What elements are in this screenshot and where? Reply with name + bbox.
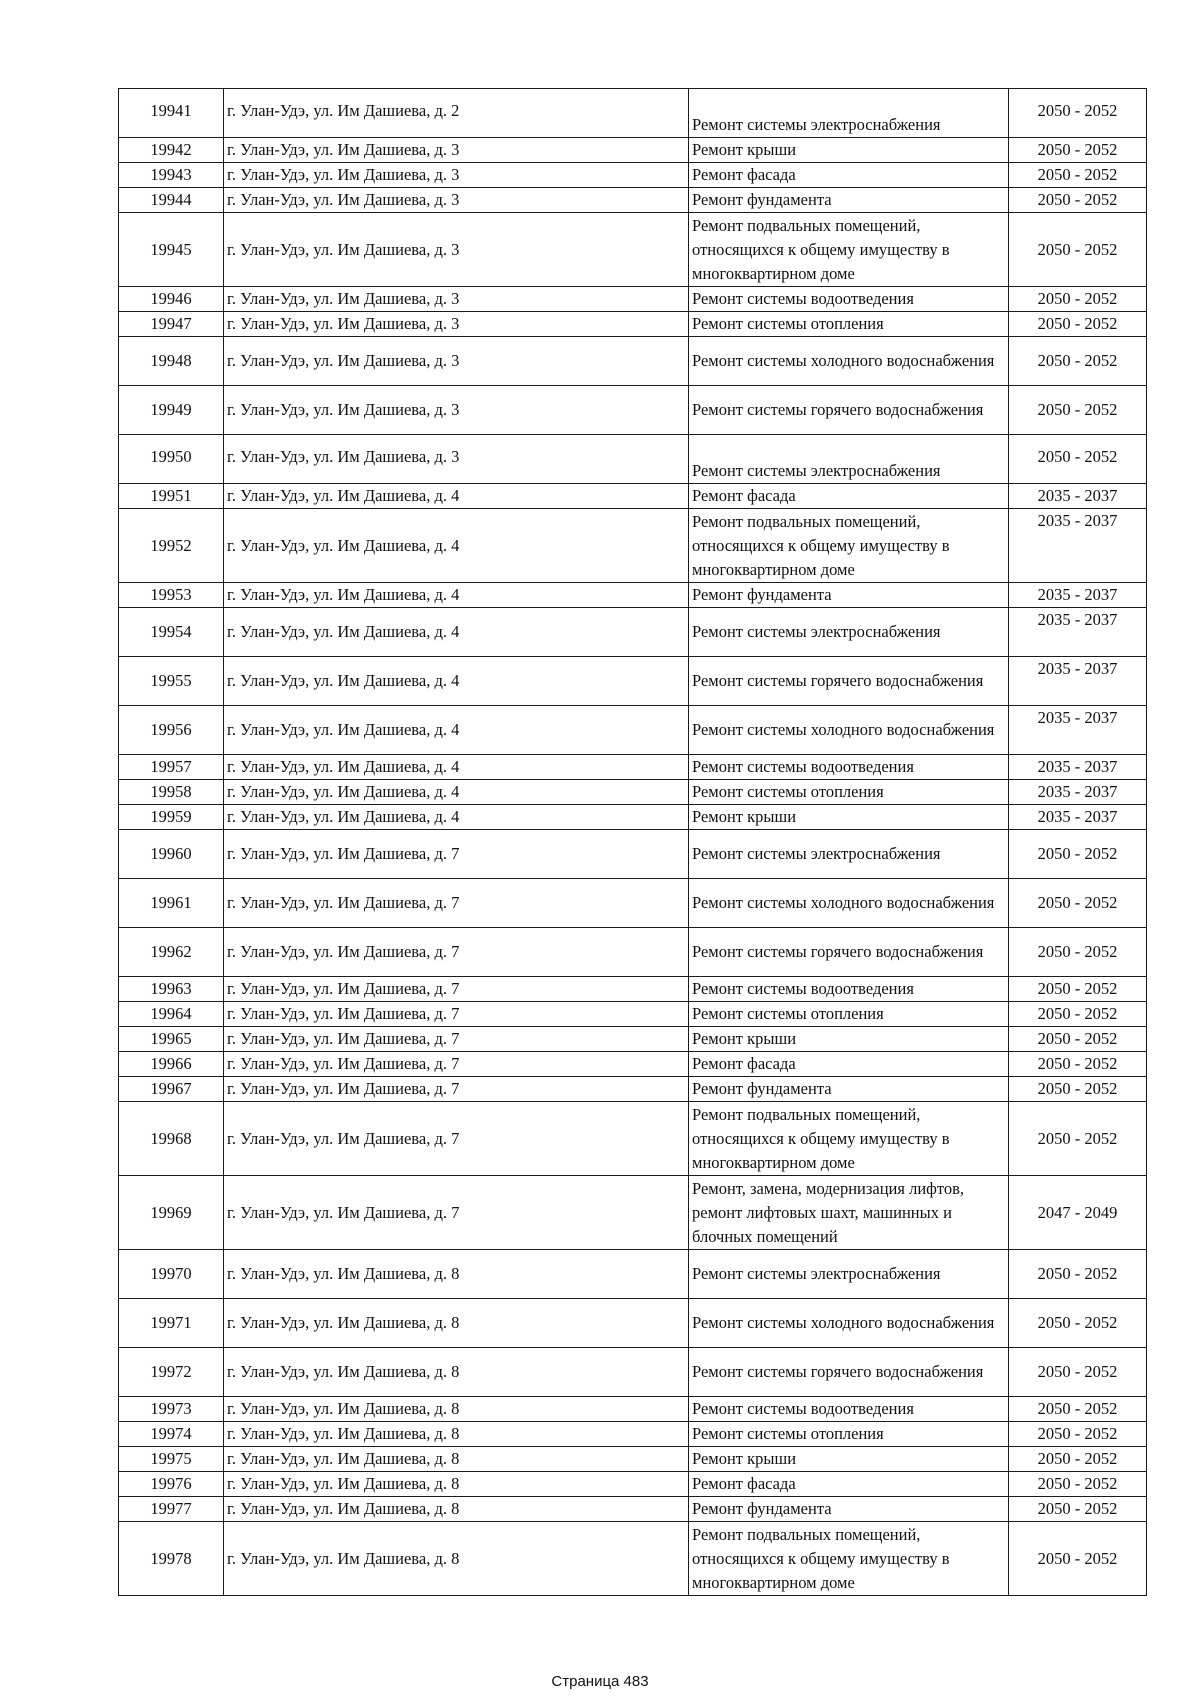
row-work-type: Ремонт системы электроснабжения	[689, 830, 1009, 879]
row-number: 19950	[119, 435, 224, 484]
row-number: 19951	[119, 484, 224, 509]
row-number: 19948	[119, 337, 224, 386]
row-period: 2050 - 2052	[1009, 1102, 1147, 1176]
row-work-type: Ремонт системы отопления	[689, 780, 1009, 805]
row-number: 19958	[119, 780, 224, 805]
table-row	[119, 1472, 1147, 1497]
table-row	[119, 928, 1147, 977]
row-number: 19964	[119, 1002, 224, 1027]
row-address: г. Улан-Удэ, ул. Им Дашиева, д. 2	[224, 89, 689, 138]
table-row	[119, 1422, 1147, 1447]
table-row	[119, 1348, 1147, 1397]
row-period: 2050 - 2052	[1009, 1522, 1147, 1596]
row-number: 19952	[119, 509, 224, 583]
row-period: 2050 - 2052	[1009, 1002, 1147, 1027]
row-number: 19967	[119, 1077, 224, 1102]
row-number: 19962	[119, 928, 224, 977]
row-work-type: Ремонт системы горячего водоснабжения	[689, 928, 1009, 977]
row-period: 2050 - 2052	[1009, 1397, 1147, 1422]
row-work-type: Ремонт системы электроснабжения	[689, 608, 1009, 657]
table-row	[119, 1522, 1147, 1596]
row-address: г. Улан-Удэ, ул. Им Дашиева, д. 8	[224, 1447, 689, 1472]
row-period: 2035 - 2037	[1009, 780, 1147, 805]
table-row	[119, 213, 1147, 287]
row-number: 19974	[119, 1422, 224, 1447]
row-work-type: Ремонт системы горячего водоснабжения	[689, 657, 1009, 706]
table-row	[119, 163, 1147, 188]
row-address: г. Улан-Удэ, ул. Им Дашиева, д. 7	[224, 1176, 689, 1250]
row-period: 2035 - 2037	[1009, 657, 1147, 706]
row-period: 2035 - 2037	[1009, 755, 1147, 780]
row-number: 19960	[119, 830, 224, 879]
table-row	[119, 386, 1147, 435]
row-work-type: Ремонт системы холодного водоснабжения	[689, 706, 1009, 755]
table-row	[119, 287, 1147, 312]
row-period: 2050 - 2052	[1009, 1299, 1147, 1348]
row-address: г. Улан-Удэ, ул. Им Дашиева, д. 7	[224, 879, 689, 928]
row-period: 2050 - 2052	[1009, 1077, 1147, 1102]
row-work-type: Ремонт фасада	[689, 1052, 1009, 1077]
table-row	[119, 1077, 1147, 1102]
row-period: 2050 - 2052	[1009, 1052, 1147, 1077]
row-number: 19975	[119, 1447, 224, 1472]
row-period: 2050 - 2052	[1009, 163, 1147, 188]
table-row	[119, 1176, 1147, 1250]
row-period: 2050 - 2052	[1009, 386, 1147, 435]
row-address: г. Улан-Удэ, ул. Им Дашиева, д. 7	[224, 1027, 689, 1052]
table-row	[119, 1102, 1147, 1176]
table-row	[119, 1299, 1147, 1348]
table-row	[119, 1250, 1147, 1299]
row-address: г. Улан-Удэ, ул. Им Дашиева, д. 4	[224, 755, 689, 780]
row-address: г. Улан-Удэ, ул. Им Дашиева, д. 3	[224, 188, 689, 213]
row-period: 2050 - 2052	[1009, 213, 1147, 287]
row-number: 19956	[119, 706, 224, 755]
row-work-type: Ремонт подвальных помещений, относящихся к общему имуществу в многоквартирном доме	[689, 1102, 1009, 1176]
row-period: 2035 - 2037	[1009, 805, 1147, 830]
row-number: 19941	[119, 89, 224, 138]
row-address: г. Улан-Удэ, ул. Им Дашиева, д. 8	[224, 1397, 689, 1422]
row-period: 2035 - 2037	[1009, 509, 1147, 583]
row-address: г. Улан-Удэ, ул. Им Дашиева, д. 8	[224, 1299, 689, 1348]
page-number: Страница 483	[551, 1673, 649, 1690]
row-work-type: Ремонт системы отопления	[689, 1422, 1009, 1447]
row-address: г. Улан-Удэ, ул. Им Дашиева, д. 3	[224, 386, 689, 435]
row-work-type: Ремонт крыши	[689, 805, 1009, 830]
row-work-type: Ремонт подвальных помещений, относящихся к общему имуществу в многоквартирном доме	[689, 213, 1009, 287]
table-row	[119, 608, 1147, 657]
row-work-type: Ремонт системы горячего водоснабжения	[689, 386, 1009, 435]
row-number: 19953	[119, 583, 224, 608]
table-row	[119, 977, 1147, 1002]
row-work-type: Ремонт системы водоотведения	[689, 977, 1009, 1002]
table-row	[119, 1397, 1147, 1422]
row-work-type: Ремонт системы водоотведения	[689, 287, 1009, 312]
table-row	[119, 337, 1147, 386]
row-period: 2050 - 2052	[1009, 1447, 1147, 1472]
table-row	[119, 188, 1147, 213]
table-row	[119, 1002, 1147, 1027]
row-work-type: Ремонт системы холодного водоснабжения	[689, 1299, 1009, 1348]
row-work-type: Ремонт фасада	[689, 1472, 1009, 1497]
row-period: 2050 - 2052	[1009, 1422, 1147, 1447]
row-work-type: Ремонт подвальных помещений, относящихся к общему имуществу в многоквартирном доме	[689, 509, 1009, 583]
row-address: г. Улан-Удэ, ул. Им Дашиева, д. 3	[224, 287, 689, 312]
row-number: 19957	[119, 755, 224, 780]
row-period: 2035 - 2037	[1009, 608, 1147, 657]
row-address: г. Улан-Удэ, ул. Им Дашиева, д. 3	[224, 163, 689, 188]
row-address: г. Улан-Удэ, ул. Им Дашиева, д. 7	[224, 1102, 689, 1176]
row-address: г. Улан-Удэ, ул. Им Дашиева, д. 4	[224, 805, 689, 830]
row-work-type: Ремонт крыши	[689, 138, 1009, 163]
row-work-type: Ремонт фундамента	[689, 583, 1009, 608]
row-address: г. Улан-Удэ, ул. Им Дашиева, д. 4	[224, 706, 689, 755]
row-number: 19972	[119, 1348, 224, 1397]
row-work-type: Ремонт системы электроснабжения	[689, 1250, 1009, 1299]
row-number: 19944	[119, 188, 224, 213]
row-period: 2050 - 2052	[1009, 1472, 1147, 1497]
row-period: 2050 - 2052	[1009, 1497, 1147, 1522]
row-work-type: Ремонт системы водоотведения	[689, 755, 1009, 780]
row-work-type: Ремонт системы электроснабжения	[689, 435, 1009, 484]
row-number: 19969	[119, 1176, 224, 1250]
row-address: г. Улан-Удэ, ул. Им Дашиева, д. 4	[224, 780, 689, 805]
row-work-type: Ремонт системы холодного водоснабжения	[689, 337, 1009, 386]
table-row	[119, 706, 1147, 755]
row-address: г. Улан-Удэ, ул. Им Дашиева, д. 3	[224, 213, 689, 287]
table-row	[119, 830, 1147, 879]
row-period: 2050 - 2052	[1009, 337, 1147, 386]
row-number: 19977	[119, 1497, 224, 1522]
row-period: 2050 - 2052	[1009, 879, 1147, 928]
row-address: г. Улан-Удэ, ул. Им Дашиева, д. 4	[224, 657, 689, 706]
row-period: 2050 - 2052	[1009, 1027, 1147, 1052]
row-period: 2050 - 2052	[1009, 1348, 1147, 1397]
table-row	[119, 89, 1147, 138]
row-work-type: Ремонт фасада	[689, 163, 1009, 188]
row-number: 19968	[119, 1102, 224, 1176]
table-row	[119, 312, 1147, 337]
row-address: г. Улан-Удэ, ул. Им Дашиева, д. 7	[224, 1052, 689, 1077]
row-number: 19965	[119, 1027, 224, 1052]
row-work-type: Ремонт крыши	[689, 1447, 1009, 1472]
row-address: г. Улан-Удэ, ул. Им Дашиева, д. 8	[224, 1348, 689, 1397]
row-period: 2035 - 2037	[1009, 583, 1147, 608]
row-address: г. Улан-Удэ, ул. Им Дашиева, д. 8	[224, 1472, 689, 1497]
row-period: 2050 - 2052	[1009, 435, 1147, 484]
row-period: 2050 - 2052	[1009, 977, 1147, 1002]
row-work-type: Ремонт крыши	[689, 1027, 1009, 1052]
table-row	[119, 484, 1147, 509]
row-number: 19963	[119, 977, 224, 1002]
row-address: г. Улан-Удэ, ул. Им Дашиева, д. 4	[224, 509, 689, 583]
row-address: г. Улан-Удэ, ул. Им Дашиева, д. 7	[224, 928, 689, 977]
table-row	[119, 435, 1147, 484]
table-row	[119, 755, 1147, 780]
row-number: 19961	[119, 879, 224, 928]
row-number: 19970	[119, 1250, 224, 1299]
row-period: 2035 - 2037	[1009, 706, 1147, 755]
row-number: 19973	[119, 1397, 224, 1422]
row-number: 19959	[119, 805, 224, 830]
row-work-type: Ремонт подвальных помещений, относящихся к общему имуществу в многоквартирном доме	[689, 1522, 1009, 1596]
row-work-type: Ремонт системы холодного водоснабжения	[689, 879, 1009, 928]
row-number: 19945	[119, 213, 224, 287]
row-period: 2050 - 2052	[1009, 928, 1147, 977]
row-number: 19976	[119, 1472, 224, 1497]
row-address: г. Улан-Удэ, ул. Им Дашиева, д. 4	[224, 608, 689, 657]
row-work-type: Ремонт системы отопления	[689, 312, 1009, 337]
row-number: 19946	[119, 287, 224, 312]
row-work-type: Ремонт фундамента	[689, 188, 1009, 213]
row-address: г. Улан-Удэ, ул. Им Дашиева, д. 3	[224, 312, 689, 337]
row-address: г. Улан-Удэ, ул. Им Дашиева, д. 8	[224, 1250, 689, 1299]
row-number: 19942	[119, 138, 224, 163]
row-period: 2050 - 2052	[1009, 188, 1147, 213]
row-address: г. Улан-Удэ, ул. Им Дашиева, д. 3	[224, 337, 689, 386]
row-number: 19954	[119, 608, 224, 657]
row-work-type: Ремонт системы водоотведения	[689, 1397, 1009, 1422]
table-row	[119, 657, 1147, 706]
table-row	[119, 1497, 1147, 1522]
row-address: г. Улан-Удэ, ул. Им Дашиева, д. 4	[224, 484, 689, 509]
row-period: 2047 - 2049	[1009, 1176, 1147, 1250]
row-address: г. Улан-Удэ, ул. Им Дашиева, д. 7	[224, 1077, 689, 1102]
row-period: 2050 - 2052	[1009, 89, 1147, 138]
table-row	[119, 805, 1147, 830]
row-number: 19955	[119, 657, 224, 706]
row-number: 19971	[119, 1299, 224, 1348]
row-number: 19947	[119, 312, 224, 337]
table-row	[119, 1447, 1147, 1472]
row-work-type: Ремонт системы отопления	[689, 1002, 1009, 1027]
row-work-type: Ремонт, замена, модернизация лифтов, ремонт лифтовых шахт, машинных и блочных помещений	[689, 1176, 1009, 1250]
row-address: г. Улан-Удэ, ул. Им Дашиева, д. 8	[224, 1422, 689, 1447]
row-work-type: Ремонт фундамента	[689, 1497, 1009, 1522]
table-row	[119, 879, 1147, 928]
row-period: 2050 - 2052	[1009, 287, 1147, 312]
row-address: г. Улан-Удэ, ул. Им Дашиева, д. 3	[224, 435, 689, 484]
repair-schedule-table	[118, 88, 1147, 1596]
table-body	[119, 89, 1147, 1596]
table-row	[119, 1052, 1147, 1077]
table-row	[119, 1027, 1147, 1052]
row-number: 19943	[119, 163, 224, 188]
table-row	[119, 583, 1147, 608]
row-work-type: Ремонт системы горячего водоснабжения	[689, 1348, 1009, 1397]
row-period: 2050 - 2052	[1009, 312, 1147, 337]
row-number: 19966	[119, 1052, 224, 1077]
row-address: г. Улан-Удэ, ул. Им Дашиева, д. 3	[224, 138, 689, 163]
row-address: г. Улан-Удэ, ул. Им Дашиева, д. 7	[224, 830, 689, 879]
row-period: 2050 - 2052	[1009, 138, 1147, 163]
row-address: г. Улан-Удэ, ул. Им Дашиева, д. 8	[224, 1522, 689, 1596]
row-address: г. Улан-Удэ, ул. Им Дашиева, д. 7	[224, 1002, 689, 1027]
table-row	[119, 138, 1147, 163]
table-row	[119, 780, 1147, 805]
row-work-type: Ремонт системы электроснабжения	[689, 89, 1009, 138]
table-row	[119, 509, 1147, 583]
row-period: 2050 - 2052	[1009, 830, 1147, 879]
row-number: 19949	[119, 386, 224, 435]
row-address: г. Улан-Удэ, ул. Им Дашиева, д. 7	[224, 977, 689, 1002]
row-work-type: Ремонт фасада	[689, 484, 1009, 509]
row-number: 19978	[119, 1522, 224, 1596]
row-address: г. Улан-Удэ, ул. Им Дашиева, д. 4	[224, 583, 689, 608]
row-work-type: Ремонт фундамента	[689, 1077, 1009, 1102]
row-address: г. Улан-Удэ, ул. Им Дашиева, д. 8	[224, 1497, 689, 1522]
row-period: 2050 - 2052	[1009, 1250, 1147, 1299]
row-period: 2035 - 2037	[1009, 484, 1147, 509]
